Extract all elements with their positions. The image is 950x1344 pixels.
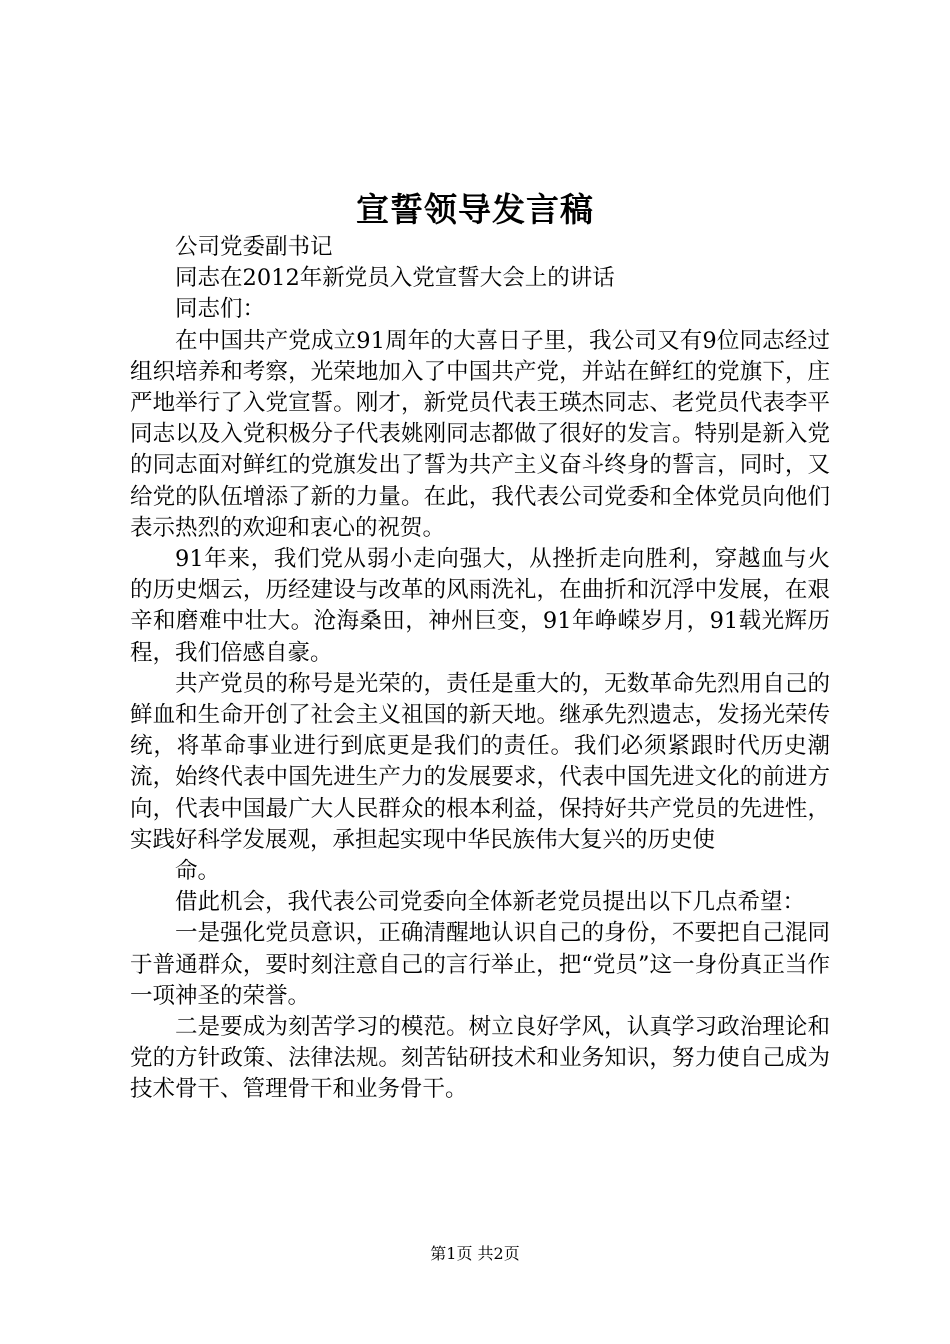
paragraph-body: 在中国共产党成立91周年的大喜日子里，我公司又有9位同志经过组织培养和考察，光荣地加入了中国共产党，并站在鲜红的党旗下，庄严地举行了入党宣誓。刚才，新党员代表王瑛杰同志、老党员代表李平同志以及入党积极分子代表姚刚同志都做了很好的发言。特别是新入党的同志面对鲜红的党旗发出了誓为共产主义奋斗终身的誓言，同时，又给党的队伍增添了新的力量。在此，我代表公司党委和全体党员向他们表示热烈的欢迎和衷心的祝贺。 [130,327,830,541]
document-body [130,232,830,1106]
paragraph-body: 二是要成为刻苦学习的模范。树立良好学风，认真学习政治理论和党的方针政策、法律法规。刻苦钻研技术和业务知识，努力使自己成为技术骨干、管理骨干和业务骨干。 [130,1014,830,1103]
paragraph-body: 91年来，我们党从弱小走向强大，从挫折走向胜利，穿越血与火的历史烟云，历经建设与改革的风雨洗礼，在曲折和沉浮中发展，在艰辛和磨难中壮大。沧海桑田，神州巨变，91年峥嵘岁月，91载光辉历程，我们倍感自豪。 [130,546,830,666]
paragraph-salutation: 同志们： [175,296,266,323]
paragraph-subtitle: 同志在2012年新党员入党宣誓大会上的讲话 [175,265,615,292]
page-number-footer: 第1页 共2页 [430,1244,520,1263]
paragraph-author: 公司党委副书记 [175,234,333,260]
document-title: 宣誓领导发言稿 [356,190,594,229]
paragraph-body: 命。 [175,858,221,885]
paragraph-body: 共产党员的称号是光荣的，责任是重大的，无数革命先烈用自己的鲜血和生命开创了社会主义祖国的新天地。继承先烈遗志，发扬光荣传统，将革命事业进行到底更是我们的责任。我们必须紧跟时代历史潮流，始终代表中国先进生产力的发展要求，代表中国先进文化的前进方向，代表中国最广大人民群众的根本利益，保持好共产党员的先进性，实践好科学发展观，承担起实现中华民族伟大复兴的历史使 [130,670,830,853]
paragraph-body: 借此机会，我代表公司党委向全体新老党员提出以下几点希望： [175,889,806,916]
paragraph-body: 一是强化党员意识，正确清醒地认识自己的身份，不要把自己混同于普通群众，要时刻注意自己的言行举止，把“党员”这一身份真正当作一项神圣的荣誉。 [130,920,830,1009]
